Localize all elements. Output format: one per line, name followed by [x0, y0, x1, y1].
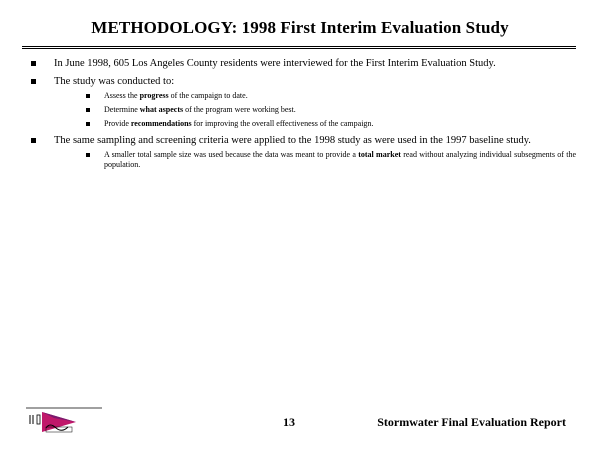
sub-bullet-list [54, 150, 576, 170]
sub-bullet-list [54, 91, 576, 129]
title-divider [22, 46, 576, 47]
sub-bullet-item-what-aspects [54, 105, 576, 115]
bullet-text: In June 1998, 605 Los Angeles County residents were interviewed for the First Interim Evaluation Study. [54, 58, 496, 69]
bullet-item-study-purpose [30, 75, 576, 129]
report-title: Stormwater Final Evaluation Report [377, 415, 566, 429]
bullet-item-sampling [30, 134, 576, 170]
square-bullet-icon [86, 153, 90, 157]
square-bullet-icon [31, 138, 36, 143]
bullet-item-interviews [30, 57, 576, 70]
page-title: METHODOLOGY: 1998 First Interim Evaluation Study [91, 18, 509, 37]
sub-bullet-emphasis: progress [139, 91, 169, 100]
square-bullet-icon [86, 122, 90, 126]
square-bullet-icon [86, 94, 90, 98]
bullet-text: The same sampling and screening criteria were applied to the 1998 study as were used in the 1997 baseline study. [54, 135, 531, 146]
sub-bullet-emphasis: what aspects [139, 105, 184, 114]
sub-bullet-text: for improving the overall effectiveness of the campaign. [191, 119, 374, 128]
sub-bullet-item-recommendations [54, 119, 576, 129]
sub-bullet-emphasis: recommendations [130, 119, 192, 128]
square-bullet-icon [31, 79, 36, 84]
square-bullet-icon [31, 61, 36, 66]
sub-bullet-text: Assess the [104, 91, 140, 100]
agency-logo-icon [26, 406, 102, 436]
sub-bullet-text: of the program were working best. [183, 105, 296, 114]
sub-bullet-item-progress [54, 91, 576, 101]
sub-bullet-emphasis: total market [358, 150, 401, 159]
sub-bullet-text: read without analyzing individual subsegments of the population. [104, 150, 576, 169]
sub-bullet-item-sample-size [54, 150, 576, 170]
title-divider-secondary [22, 48, 576, 49]
page-number: 13 [283, 415, 295, 429]
bullet-text: The study was conducted to: [54, 76, 175, 87]
sub-bullet-text: Determine [104, 105, 140, 114]
sub-bullet-text: Provide [104, 119, 131, 128]
sub-bullet-text: of the campaign to date. [168, 91, 248, 100]
square-bullet-icon [86, 108, 90, 112]
bullet-list [30, 57, 576, 175]
page-footer [0, 404, 600, 444]
sub-bullet-text: A smaller total sample size was used because the data was meant to provide a [104, 150, 359, 159]
